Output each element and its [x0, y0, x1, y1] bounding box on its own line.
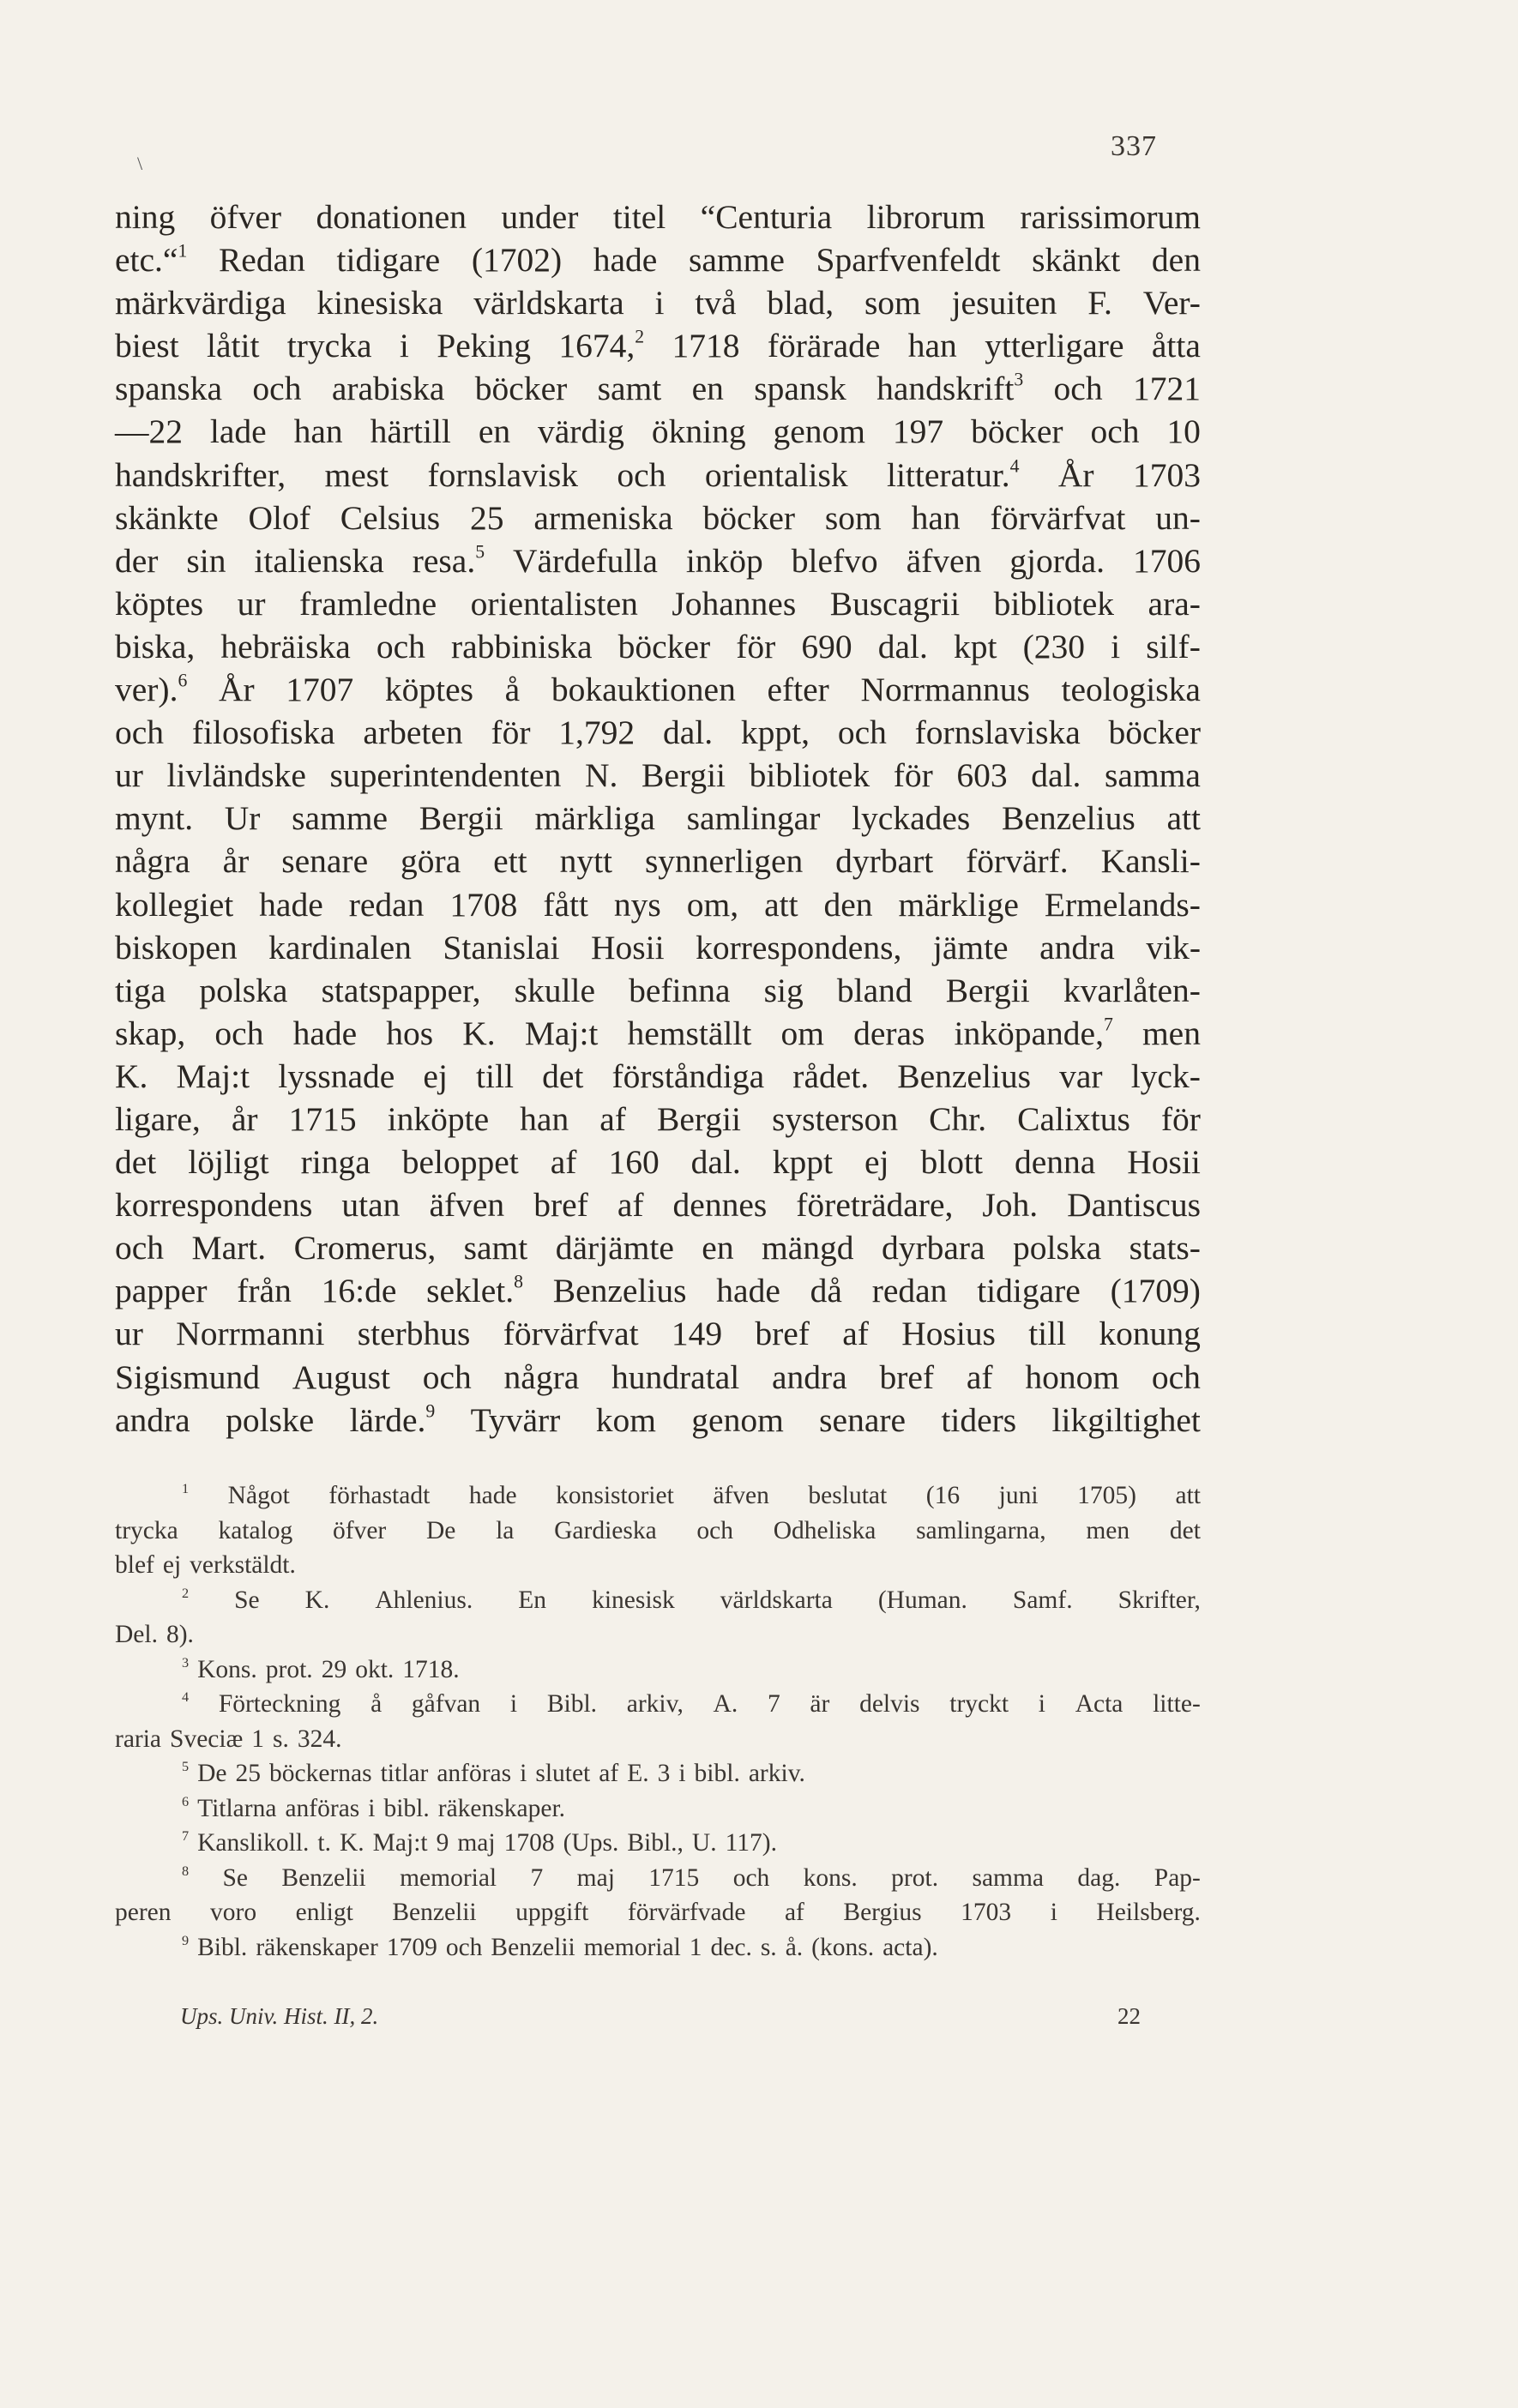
body-line: andra polske lärde.$^9$ Tyvärr kom genom senare tiders likgiltighet — [115, 1400, 1201, 1439]
corner-mark: \ — [137, 153, 143, 174]
body-line: K. Maj:t lyssnade ej till det förståndiga rådet. Benzelius var lyck- — [115, 1057, 1201, 1095]
body-line: skap, och hade hos K. Maj:t hemställt om deras inköpande,$^7$ men — [115, 1014, 1201, 1052]
signature-line — [180, 2003, 1141, 2030]
body-line: etc.“$^1$ Redan tidigare (1702) hade samme Sparfvenfeldt skänkt den — [115, 240, 1201, 280]
body-line: köptes ur framledne orientalisten Johannes Buscagrii bibliotek ara- — [115, 584, 1201, 623]
body-line: korrespondens utan äfven bref af dennes företrädare, Joh. Dantiscus — [115, 1186, 1201, 1225]
body-line: märkvärdiga kinesiska världskarta i två blad, som jesuiten F. Ver- — [115, 284, 1201, 322]
body-line: det löjligt ringa beloppet af 160 dal. kppt ej blott denna Hosii — [115, 1143, 1201, 1182]
body-text — [115, 196, 1201, 1442]
signature-number: 22 — [1117, 2003, 1141, 2029]
body-line: biskopen kardinalen Stanislai Hosii korrespondens, jämte andra vik- — [115, 928, 1201, 966]
footnote-line: Del. 8). — [115, 1621, 194, 1648]
body-line: —22 lade han härtill en värdig ökning genom 197 böcker och 10 — [115, 412, 1201, 451]
body-line: biest låtit trycka i Peking 1674,$^2$ 1718 förärade han ytterligare åtta — [115, 327, 1201, 365]
body-line: Sigismund August och några hundratal andra bref af honom och — [115, 1358, 1201, 1396]
body-line: handskrifter, mest fornslavisk och orientalisk litteratur.$^4$ År 1703 — [115, 455, 1201, 494]
page-number: 337 — [1111, 130, 1157, 162]
body-line: och filosofiska arbeten för 1,792 dal. kppt, och fornslaviska böcker — [115, 713, 1201, 752]
body-line: biska, hebräiska och rabbiniska böcker för 690 dal. kpt (230 i silf- — [115, 627, 1201, 665]
footnote-line: peren voro enligt Benzelii uppgift förvärfvade af Bergius 1703 i Heilsberg. — [115, 1899, 1201, 1926]
footnote-line: trycka katalog öfver De la Gardieska och Odheliska samlingarna, men det — [115, 1516, 1201, 1544]
footnote-line: raria Sveciæ 1 s. 324. — [115, 1725, 342, 1753]
footnote-line: $^9$ Bibl. räkenskaper 1709 och Benzelii memorial 1 dec. s. å. (kons. acta). — [182, 1932, 938, 1961]
body-line: skänkte Olof Celsius 25 armeniska böcker som han förvärfvat un- — [115, 498, 1201, 537]
body-line: ligare, år 1715 inköpte han af Bergii systerson Chr. Calixtus för — [115, 1099, 1201, 1138]
footnote-line: blef ej verkstäldt. — [115, 1551, 296, 1579]
body-line: ur livländske superintendenten N. Bergii bibliotek för 603 dal. samma — [115, 756, 1201, 795]
footnote-line: $^8$ Se Benzelii memorial 7 maj 1715 och kons. prot. samma dag. Pap- — [182, 1863, 1201, 1892]
footnote-line: $^7$ Kanslikoll. t. K. Maj:t 9 maj 1708 (Ups. Bibl., U. 117). — [182, 1827, 777, 1857]
body-line: ur Norrmanni sterbhus förvärfvat 149 bref af Hosius till konung — [115, 1315, 1201, 1353]
body-line: spanska och arabiska böcker samt en spansk handskrift$^3$ och 1721 — [115, 370, 1201, 408]
body-line: der sin italienska resa.$^5$ Värdefulla inköp blefvo äfven gjorda. 1706 — [115, 541, 1201, 580]
footnote-line: $^4$ Förteckning å gåfvan i Bibl. arkiv, A. 7 är delvis tryckt i Acta litte- — [182, 1689, 1201, 1718]
body-line: ning öfver donationen under titel “Centuria librorum rarissimorum — [115, 198, 1201, 236]
body-line: och Mart. Cromerus, samt därjämte en mängd dyrbara polska stats- — [115, 1229, 1201, 1267]
footnote-line: $^3$ Kons. prot. 29 okt. 1718. — [182, 1654, 460, 1683]
body-line: kollegiet hade redan 1708 fått nys om, att den märklige Ermelands- — [115, 885, 1201, 924]
body-line: papper från 16:de seklet.$^8$ Benzelius hade då redan tidigare (1709) — [115, 1272, 1201, 1310]
body-line: mynt. Ur samme Bergii märkliga samlingar lyckades Benzelius att — [115, 799, 1201, 838]
signature-mark: Ups. Univ. Hist. II, 2. — [180, 2003, 379, 2029]
footnote-line: $^1$ Något förhastadt hade konsistoriet äfven beslutat (16 juni 1705) att — [182, 1480, 1201, 1509]
footnote-line: $^6$ Titlarna anföras i bibl. räkenskaper. — [182, 1793, 566, 1822]
body-line: ver).$^6$ År 1707 köptes å bokauktionen efter Norrmannus teologiska — [115, 670, 1201, 709]
body-line: några år senare göra ett nytt synnerligen dyrbart förvärf. Kansli- — [115, 842, 1201, 881]
footnote-line: $^2$ Se K. Ahlenius. En kinesisk världskarta (Human. Samf. Skrifter, — [182, 1585, 1201, 1614]
footnotes — [115, 1478, 1201, 1965]
footnote-line: $^5$ De 25 böckernas titlar anföras i slutet af E. 3 i bibl. arkiv. — [182, 1758, 805, 1787]
body-line: tiga polska statspapper, skulle befinna sig bland Bergii kvarlåten- — [115, 971, 1201, 1009]
